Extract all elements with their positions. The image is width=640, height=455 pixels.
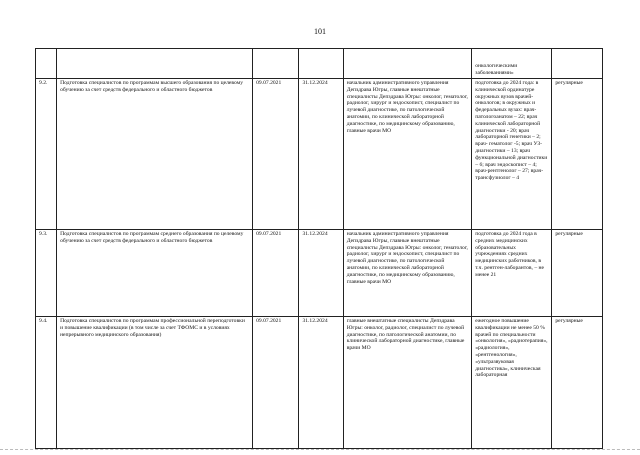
cell-activity: Подготовка специалистов по программам среднего образования по целевому обучению за счет средств федерального и областного бюджетов — [57, 230, 253, 317]
cell-activity: Подготовка специалистов по программам профессиональной переподготовки и повышение квалификации (в том числе за счет ТФОМС и в условиях непрерывного медицинского образования) — [57, 317, 253, 449]
cell-periodicity: регулярные — [552, 79, 603, 230]
table-row — [36, 230, 603, 317]
cell-periodicity: регулярные — [552, 317, 603, 449]
cell-empty — [36, 49, 57, 79]
cell-responsible: главные внештатные специалисты Депздрава Югры: онколог, радиолог, специалист по лучевой диагностике, по патологической анатомии, по клинической лабораторной диагностике, главные врачи МО — [343, 317, 472, 449]
cell-empty — [552, 49, 603, 79]
cell-empty — [253, 49, 299, 79]
cell-number: 9.4. — [36, 317, 57, 449]
cell-result: подготовка до 2024 года: в клинической ординатуре окружных вузов врачей-онкологов; в окружных и федеральных вузах: врач-патологоанатом – 22; врач клинической лабораторной диагностики - 20; врач лабораторной генетики – 2; врач- гематолог -5; врач УЗ-диагностики – 13; врач функциональной диагностики – 6; врач эндоскопист – 4; врач-рентгенолог – 27; врач-трансфузиолог – 4 — [472, 79, 552, 230]
cell-number: 9.2. — [36, 79, 57, 230]
cell-responsible: начальник административного управления Депздрава Югры, главные внештатные специалисты Депздрава Югры: онколог, гематолог, радиолог, хирург и эндоскопист, специалист по лучевой диагностике, по патологической анатомии, по клинической лабораторной диагностике, по медицинскому образованию, главные врачи МО — [343, 230, 472, 317]
measures-table — [35, 48, 603, 449]
page-bottom-divider — [0, 449, 640, 450]
cell-empty — [343, 49, 472, 79]
table-row-continuation — [36, 49, 603, 79]
cell-end-date: 31.12.2024 — [299, 79, 343, 230]
table-row — [36, 317, 603, 449]
cell-start-date: 09.07.2021 — [253, 79, 299, 230]
cell-responsible: начальник административного управления Депздрава Югры, главные внештатные специалисты Депздрава Югры: онколог, гематолог, радиолог, хирург и эндоскопист, специалист по лучевой диагностике, по патологической анатомии, по клинической лабораторной диагностике, по медицинскому образованию, главные врачи МО — [343, 79, 472, 230]
page-number: 101 — [314, 27, 326, 36]
cell-result: ежегодное повышение квалификации не менее 50 % врачей по специальности «онкология», «радиотерапия», «радиология», «рентгенология», «ультразвуковая диагностика», клиническая лабораторная — [472, 317, 552, 449]
cell-result-continuation: онкологическими заболеваниями» — [472, 49, 552, 79]
cell-end-date: 31.12.2024 — [299, 230, 343, 317]
cell-end-date: 31.12.2024 — [299, 317, 343, 449]
cell-number: 9.3. — [36, 230, 57, 317]
cell-start-date: 09.07.2021 — [253, 317, 299, 449]
cell-activity: Подготовка специалистов по программам высшего образования по целевому обучению за счет средств федерального и областного бюджетов — [57, 79, 253, 230]
cell-result: подготовка до 2024 года в средних медицинских образовательных учреждениях средних медицинских работников, в т.ч. рентген-лаборантов, – не менее 21 — [472, 230, 552, 317]
cell-empty — [299, 49, 343, 79]
cell-periodicity: регулярные — [552, 230, 603, 317]
table-row — [36, 79, 603, 230]
cell-start-date: 09.07.2021 — [253, 230, 299, 317]
cell-empty — [57, 49, 253, 79]
